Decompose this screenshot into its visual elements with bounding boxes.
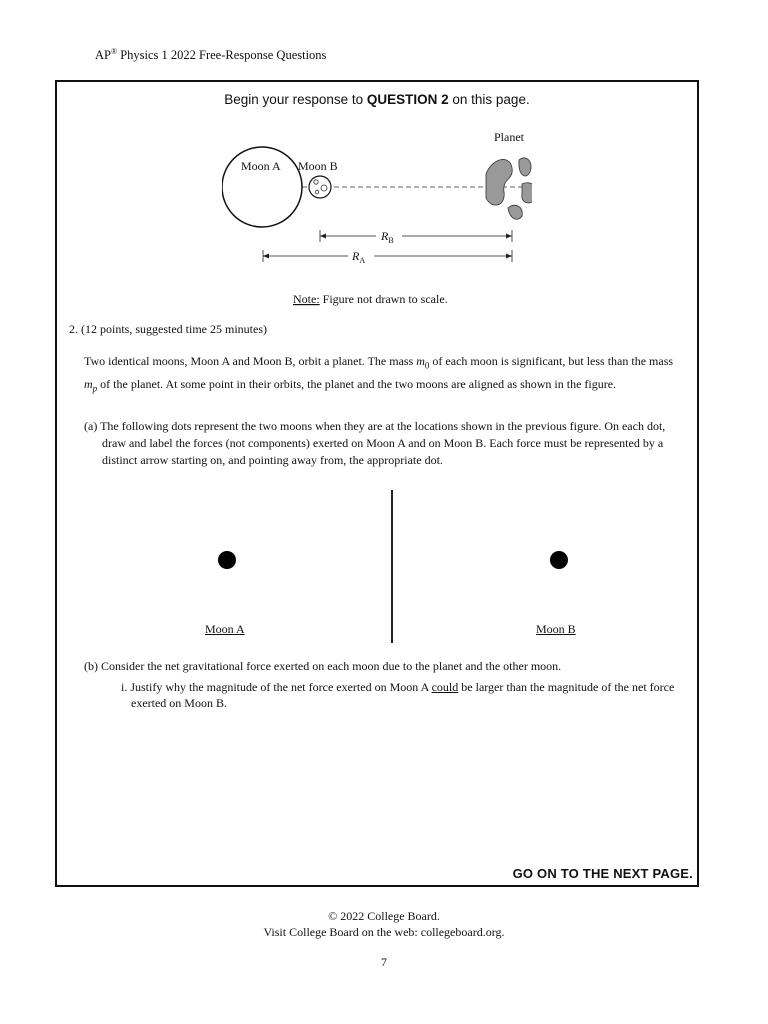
go-on-next-page: GO ON TO THE NEXT PAGE.	[512, 866, 693, 881]
header-title: Physics 1 2022 Free-Response Questions	[117, 48, 327, 63]
moon-b-dot[interactable]	[550, 551, 568, 569]
m0-symbol: m	[416, 354, 425, 368]
part-b-i-1: i. Justify why the magnitude of the net force exerted on Moon A	[121, 680, 432, 694]
begin-response-line	[57, 92, 697, 107]
mp-subscript: p	[92, 383, 98, 394]
copyright-line: © 2022 College Board.	[328, 909, 440, 923]
ra-symbol: R	[352, 249, 360, 263]
running-header	[95, 47, 326, 63]
question-stem	[84, 352, 689, 399]
moon-b-dot-label: Moon B	[536, 622, 576, 636]
rb-dimension	[320, 227, 512, 245]
rb-symbol: R	[381, 229, 389, 243]
begin-post: on this page.	[448, 92, 530, 107]
moon-a-dot-label: Moon A	[205, 622, 245, 636]
registered-mark: ®	[110, 47, 118, 56]
vertical-divider	[391, 490, 393, 643]
orbit-figure	[222, 122, 532, 310]
moon-b-label: Moon B	[298, 159, 338, 173]
could-underlined: could	[431, 680, 459, 694]
moon-dots-response-area[interactable]	[202, 487, 582, 645]
part-b-i-2: be larger than the magnitude of the net force exerted on Moon B.	[131, 680, 675, 710]
rb-subscript: B	[388, 236, 394, 245]
note-label: Note:	[293, 292, 320, 306]
part-a-text: (a) The following dots represent the two moons when they are at the locations shown in the previous figure. On each dot, draw and label the forces (not components) exerted on Moon A and on Moon B. Each force must be represented by a distinct arrow starting on, and pointing away from, the appropriate dot.	[84, 419, 666, 467]
moon-a-label: Moon A	[241, 159, 281, 173]
stem-part-2: of each moon is significant, but less than the mass	[429, 354, 674, 368]
header-prefix: AP	[95, 48, 111, 63]
begin-pre: Begin your response to	[224, 92, 367, 107]
visit-line: Visit College Board on the web: collegeboard.org.	[263, 925, 505, 939]
part-b-i-text	[121, 679, 689, 711]
question-number-bold: QUESTION 2	[366, 92, 449, 107]
stem-part-3: of the planet. At some point in their orbits, the planet and the two moons are aligned as shown in the figure.	[97, 377, 617, 392]
ra-dimension	[263, 247, 512, 265]
mp-symbol: m	[84, 377, 93, 392]
part-b-text: (b) Consider the net gravitational force exerted on each moon due to the planet and the other moon.	[84, 659, 562, 673]
moon-a-dot[interactable]	[218, 551, 236, 569]
stem-part-1: Two identical moons, Moon A and Moon B, orbit a planet. The mass	[84, 354, 417, 368]
moon-b-icon	[309, 176, 331, 198]
response-frame	[55, 80, 699, 887]
ra-subscript: A	[359, 256, 366, 265]
m0-subscript: 0	[424, 360, 430, 371]
note-text: Figure not drawn to scale.	[319, 292, 448, 306]
svg-text:Note: Figure not drawn to scal	[293, 292, 448, 306]
page-number: 7	[381, 955, 387, 969]
question-heading: 2. (12 points, suggested time 25 minutes)	[69, 322, 267, 336]
planet-label: Planet	[494, 130, 524, 144]
